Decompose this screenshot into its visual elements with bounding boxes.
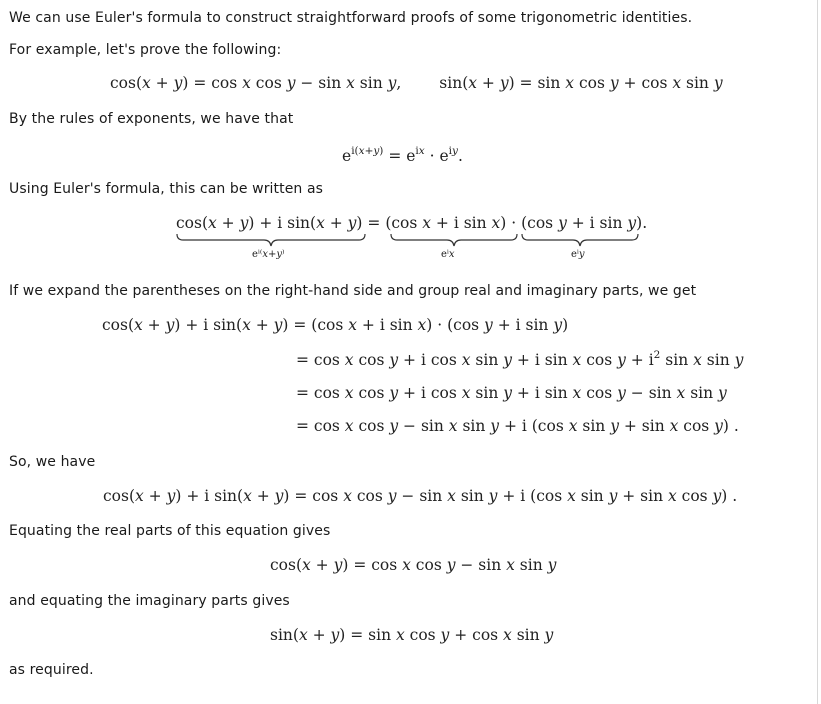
underbrace-3	[522, 234, 638, 246]
brace-label-1: eⁱ⁽𝑥+𝑦⁾	[252, 249, 285, 260]
sin-identity: sin(𝑥 + 𝑦) = sin 𝑥 cos 𝑦 + cos 𝑥 sin 𝑦	[439, 74, 723, 92]
expand-line-2b: sin 𝑥 sin 𝑦	[660, 351, 744, 369]
brace-label-2: eⁱ𝑥	[441, 249, 455, 260]
expand-line-1: cos(𝑥 + 𝑦) + i sin(𝑥 + 𝑦) = (cos 𝑥 + i sin 𝑥) · (cos 𝑦 + i sin 𝑦)	[102, 316, 569, 334]
closing-text: as required.	[9, 662, 94, 678]
exp-base: e	[342, 147, 352, 165]
euler-dot: ·	[506, 214, 522, 232]
cos-identity: cos(𝑥 + 𝑦) = cos 𝑥 cos 𝑦 − sin 𝑥 sin 𝑦,	[110, 74, 402, 92]
exp-dot: · e	[424, 147, 449, 165]
exp-lhs: i(𝑥+𝑦)	[351, 145, 384, 157]
underbrace-2	[391, 234, 517, 246]
euler-term2: (cos 𝑥 + i sin 𝑥)	[385, 214, 507, 232]
sowehave-equation: cos(𝑥 + 𝑦) + i sin(𝑥 + 𝑦) = cos 𝑥 cos 𝑦 − sin 𝑥 sin 𝑦 + i (cos 𝑥 sin 𝑦 + sin 𝑥 cos 𝑦) .	[103, 487, 738, 505]
exp-rhs2: i𝑦	[448, 145, 458, 157]
expand-line-2	[296, 351, 743, 369]
target-identities	[110, 74, 723, 92]
real-equation: cos(𝑥 + 𝑦) = cos 𝑥 cos 𝑦 − sin 𝑥 sin 𝑦	[270, 556, 557, 574]
exp-rhs1: i𝑥	[415, 145, 425, 157]
brace-label-3: eⁱ𝑦	[571, 249, 585, 260]
exponent-equation	[342, 147, 463, 165]
underbrace-1	[177, 234, 365, 246]
intro-line-2: For example, let's prove the following:	[9, 42, 282, 58]
real-text: Equating the real parts of this equation gives	[9, 523, 331, 539]
sowehave-text: So, we have	[9, 454, 96, 470]
expand-text: If we expand the parentheses on the right-hand side and group real and imaginary parts, we get	[9, 283, 697, 299]
euler-term1: cos(𝑥 + 𝑦) + i sin(𝑥 + 𝑦)	[176, 214, 363, 232]
expand-line-2a: = cos 𝑥 cos 𝑦 + i cos 𝑥 sin 𝑦 + i sin 𝑥 cos 𝑦 + i	[296, 351, 654, 369]
euler-eq: =	[362, 214, 386, 232]
imag-text: and equating the imaginary parts gives	[9, 593, 290, 609]
underbraces	[0, 232, 821, 254]
expand-line-4: = cos 𝑥 cos 𝑦 − sin 𝑥 sin 𝑦 + i (cos 𝑥 sin 𝑦 + sin 𝑥 cos 𝑦) .	[296, 417, 739, 435]
exp-end: .	[457, 147, 463, 165]
scrollbar-edge	[817, 0, 818, 704]
expand-line-3: = cos 𝑥 cos 𝑦 + i cos 𝑥 sin 𝑦 + i sin 𝑥 cos 𝑦 − sin 𝑥 sin 𝑦	[296, 384, 727, 402]
euler-end: .	[642, 214, 648, 232]
exp-mid: = e	[383, 147, 416, 165]
euler-text: Using Euler's formula, this can be written as	[9, 181, 324, 197]
euler-term3: (cos 𝑦 + i sin 𝑦)	[521, 214, 643, 232]
expand-line-2-sup: 2	[653, 349, 661, 361]
euler-equation	[176, 214, 647, 232]
exponents-text: By the rules of exponents, we have that	[9, 111, 294, 127]
imag-equation: sin(𝑥 + 𝑦) = sin 𝑥 cos 𝑦 + cos 𝑥 sin 𝑦	[270, 626, 554, 644]
intro-line-1: We can use Euler's formula to construct straightforward proofs of some trigonometric identities.	[9, 10, 693, 26]
